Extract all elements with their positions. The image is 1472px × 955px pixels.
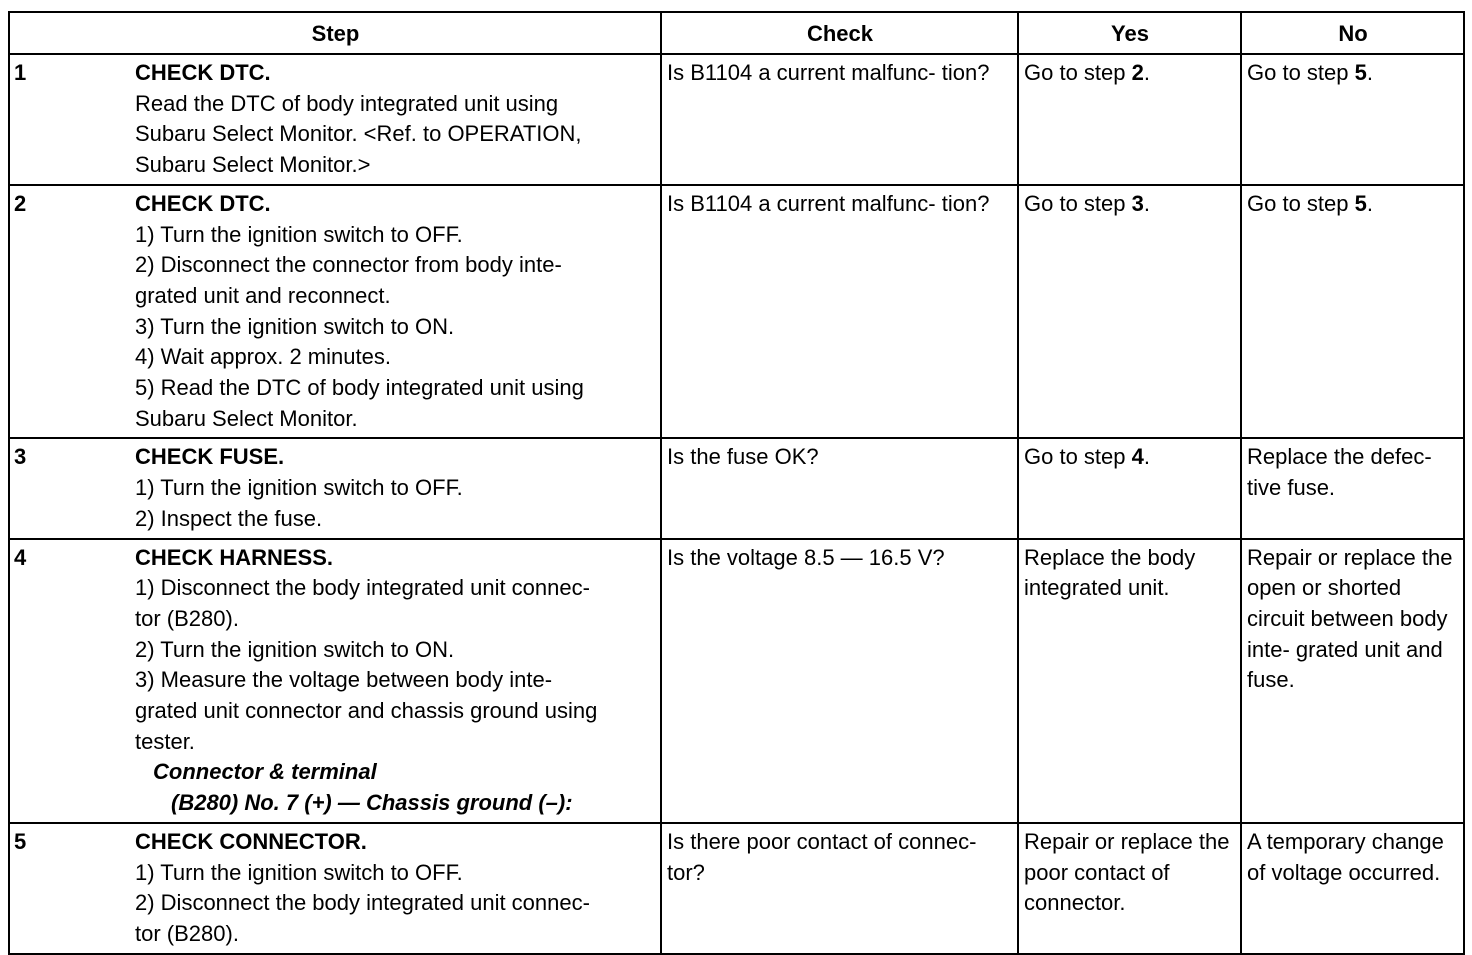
- step-line: Read the DTC of body integrated unit using: [135, 90, 559, 116]
- check-cell: Is there poor contact of connec- tor?: [661, 823, 1018, 954]
- yes-column-header: Yes: [1018, 12, 1241, 54]
- yes-cell: Repair or replace the poor contact of connector.: [1018, 823, 1241, 954]
- step-title: CHECK DTC.: [135, 190, 271, 216]
- no-cell: Go to step 5.: [1241, 185, 1464, 439]
- step-cell: [9, 438, 661, 538]
- table-row: [9, 539, 1464, 823]
- table-row: [9, 185, 1464, 439]
- yes-text: Go to step: [1024, 60, 1132, 85]
- step-line: 1) Disconnect the body integrated unit connec-: [135, 575, 590, 601]
- step-line: Subaru Select Monitor. <Ref. to OPERATION,: [135, 121, 582, 147]
- step-line: 3) Turn the ignition switch to ON.: [135, 313, 455, 339]
- step-number: 2: [14, 190, 27, 216]
- step-cell: [9, 185, 661, 439]
- step-cell: [9, 54, 661, 185]
- yes-text: Go to step: [1024, 190, 1132, 216]
- no-cell: Replace the defec- tive fuse.: [1241, 438, 1464, 538]
- step-column-header: Step: [9, 12, 661, 54]
- check-cell: Is B1104 a current malfunc- tion?: [661, 54, 1018, 185]
- check-cell: Is the voltage 8.5 — 16.5 V?: [661, 539, 1018, 823]
- table-row: [9, 54, 1464, 185]
- step-line: 4) Wait approx. 2 minutes.: [135, 344, 391, 370]
- spec-label: Connector & terminal: [153, 759, 377, 785]
- step-line: 1) Turn the ignition switch to OFF.: [135, 221, 463, 247]
- step-number: 3: [14, 444, 27, 470]
- no-cell: A temporary change of voltage occurred.: [1241, 823, 1464, 954]
- step-line: Subaru Select Monitor.: [135, 405, 358, 431]
- no-step-ref: 5: [1354, 60, 1367, 85]
- header-row: [9, 12, 1464, 54]
- yes-step-ref: 4: [1131, 444, 1144, 470]
- step-line: 2) Turn the ignition switch to ON.: [135, 636, 455, 662]
- step-line: 2) Disconnect the body integrated unit connec-: [135, 890, 590, 916]
- yes-step-ref: 3: [1131, 190, 1144, 216]
- yes-cell: Go to step 2.: [1018, 54, 1241, 185]
- yes-cell: Go to step 4.: [1018, 438, 1241, 538]
- step-line: 2) Inspect the fuse.: [135, 505, 323, 531]
- step-line: 1) Turn the ignition switch to OFF.: [135, 475, 463, 501]
- no-text: Go to step: [1247, 190, 1355, 216]
- step-line: 3) Measure the voltage between body inte-: [135, 667, 553, 693]
- no-cell: Go to step 5.: [1241, 54, 1464, 185]
- yes-cell: Go to step 3.: [1018, 185, 1241, 439]
- table-row: [9, 823, 1464, 954]
- check-column-header: Check: [661, 12, 1018, 54]
- step-line: 5) Read the DTC of body integrated unit using: [135, 375, 584, 401]
- step-title: CHECK CONNECTOR.: [135, 828, 367, 854]
- no-column-header: No: [1241, 12, 1464, 54]
- yes-text: Go to step: [1024, 444, 1132, 470]
- step-line: grated unit connector and chassis ground using: [135, 698, 598, 724]
- check-cell: Is the fuse OK?: [661, 438, 1018, 538]
- step-line: 1) Turn the ignition switch to OFF.: [135, 859, 463, 885]
- table-row: [9, 438, 1464, 538]
- no-step-ref: 5: [1354, 190, 1367, 216]
- check-cell: Is B1104 a current malfunc- tion?: [661, 185, 1018, 439]
- step-cell: [9, 823, 661, 954]
- no-text: Go to step: [1247, 60, 1355, 85]
- no-cell: Repair or replace the open or shorted circuit between body inte- grated unit and fuse.: [1241, 539, 1464, 823]
- step-title: CHECK HARNESS.: [135, 544, 334, 570]
- diagnostic-table: [8, 11, 1465, 955]
- step-title: CHECK DTC.: [135, 60, 271, 85]
- step-line: grated unit and reconnect.: [135, 282, 391, 308]
- step-title: CHECK FUSE.: [135, 444, 285, 470]
- yes-cell: Replace the body integrated unit.: [1018, 539, 1241, 823]
- step-line: Subaru Select Monitor.>: [135, 152, 371, 178]
- step-cell: [9, 539, 661, 823]
- step-line: 2) Disconnect the connector from body inte-: [135, 252, 562, 278]
- step-line: tor (B280).: [135, 920, 239, 946]
- step-line: tester.: [135, 728, 195, 754]
- step-line: tor (B280).: [135, 605, 239, 631]
- step-number: 1: [14, 60, 27, 85]
- step-number: 5: [14, 828, 27, 854]
- step-number: 4: [14, 544, 27, 570]
- yes-step-ref: 2: [1131, 60, 1144, 85]
- spec-value: (B280) No. 7 (+) — Chassis ground (–):: [171, 790, 573, 816]
